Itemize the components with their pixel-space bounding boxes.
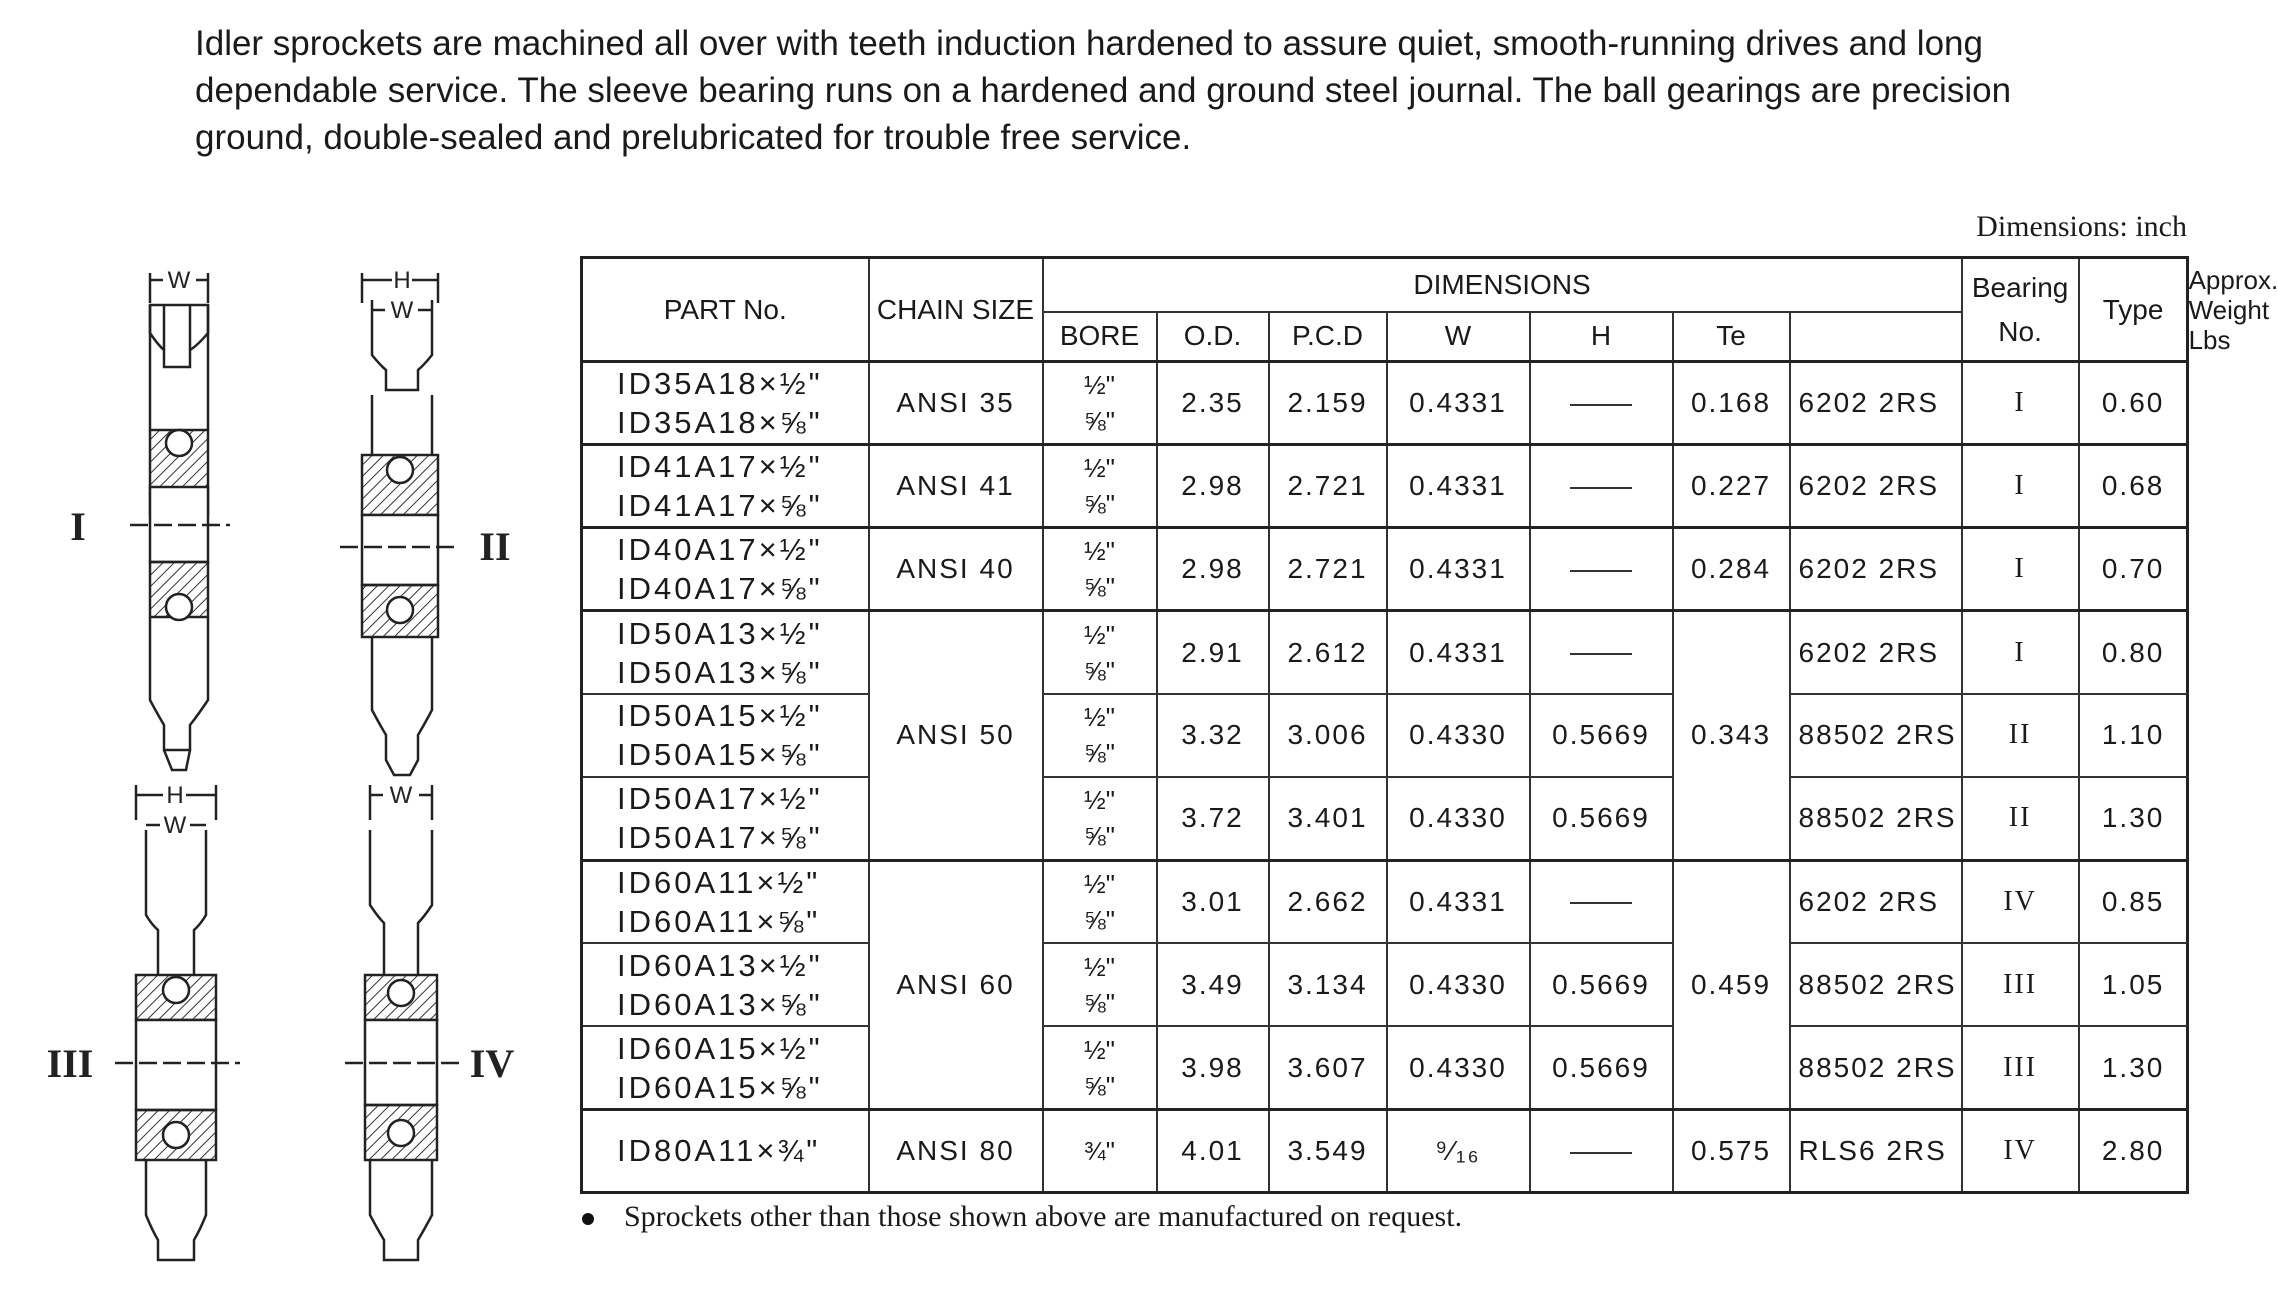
part-no-cell: ID80A11×¾" bbox=[582, 1109, 869, 1192]
table-row bbox=[582, 528, 2188, 611]
bearing-cell: 88502 2RS bbox=[1790, 1026, 1962, 1109]
od-cell: 2.91 bbox=[1157, 611, 1269, 694]
part-no-cell: ID35A18×½" ID35A18×⅝" bbox=[582, 362, 869, 445]
te-cell: 0.227 bbox=[1673, 445, 1790, 528]
type-cell: III bbox=[1962, 1026, 2079, 1109]
w-cell: 0.4330 bbox=[1387, 943, 1530, 1026]
w-cell: 0.4330 bbox=[1387, 1026, 1530, 1109]
chain-size-cell: ANSI 35 bbox=[869, 362, 1043, 445]
type-cell: I bbox=[1962, 445, 2079, 528]
bearing-cell: 6202 2RS bbox=[1790, 860, 1962, 943]
chain-size-cell: ANSI 40 bbox=[869, 528, 1043, 611]
type-cell: III bbox=[1962, 943, 2079, 1026]
type-4-w-label: W bbox=[389, 782, 413, 809]
weight-cell: 1.30 bbox=[2079, 1026, 2188, 1109]
w-cell: 0.4331 bbox=[1387, 528, 1530, 611]
header-dimensions: DIMENSIONS bbox=[1043, 258, 1962, 312]
od-cell: 4.01 bbox=[1157, 1109, 1269, 1192]
sprocket-type-diagrams bbox=[40, 255, 580, 1275]
type-cell: IV bbox=[1962, 1109, 2079, 1192]
pcd-cell: 3.607 bbox=[1269, 1026, 1387, 1109]
part-no-cell: ID41A17×½" ID41A17×⅝" bbox=[582, 445, 869, 528]
header-w: W bbox=[1387, 312, 1530, 362]
od-cell: 3.49 bbox=[1157, 943, 1269, 1026]
weight-cell: 0.68 bbox=[2079, 445, 2188, 528]
sprocket-type-1-drawing bbox=[130, 273, 230, 770]
weight-cell: 1.30 bbox=[2079, 777, 2188, 860]
type-1-w-label: W bbox=[167, 267, 191, 294]
sprocket-spec-table: PART No. CHAIN SIZE DIMENSIONS Bearing No. Type Approx. Weight Lbs BORE O.D. P.C.D W H Te ID35A18×½" ID35A18×⅝" ANSI 35 ½" ⅝" 2.35 2.159 0.4331 0.168 6202 2RS I 0.60 ID41A17×½" ID41A17×⅝" ANSI 41 ½" ⅝" 2.98 2.721 0.4331 0.227 6202 2RS I 0.68 ID40A17×½" ID40A17×⅝" ANSI 40 ½" ⅝" 2.98 2.721 0.4331 0.284 6202 2RS I 0.70 ID50A13×½" ID50A13×⅝" ANSI 50 ½" ⅝" 2.91 2.612 0.4331 0.343 6202 2RS I 0.80 ID50A15×½" ID50A15×⅝" ½" ⅝" 3.32 3.006 0.4330 0.5669 88502 2RS II 1.10 ID50A17×½" ID50A17×⅝" ½" ⅝" 3.72 3.401 0.4330 0.5669 88502 2RS II 1.30 ID60A11×½" ID60A11×⅝" ANSI 60 ½" ⅝" 3.01 2.662 0.4331 0.459 6202 2RS IV 0.85 ID60A13×½" ID60A13×⅝" ½" ⅝" 3.49 3.134 0.4330 0.5669 88502 2RS III 1.05 ID60A15×½" ID60A15×⅝" ½" ⅝" 3.98 3.607 0.4330 0.5669 88502 2RS III 1.30 ID80A11×¾" ANSI 80 ¾" 4.01 3.549 ⁹⁄₁₆ 0.575 RLS6 2RS IV 2.80 bbox=[580, 256, 2189, 1194]
od-cell: 3.32 bbox=[1157, 694, 1269, 777]
chain-size-cell: ANSI 41 bbox=[869, 445, 1043, 528]
w-cell: 0.4331 bbox=[1387, 362, 1530, 445]
h-cell bbox=[1530, 362, 1673, 445]
te-cell: 0.284 bbox=[1673, 528, 1790, 611]
header-te: Te bbox=[1673, 312, 1790, 362]
dash-icon bbox=[1570, 487, 1632, 489]
od-cell: 3.98 bbox=[1157, 1026, 1269, 1109]
dash-icon bbox=[1570, 1152, 1632, 1154]
type-2-w-label: W bbox=[390, 297, 414, 324]
type-cell: IV bbox=[1962, 860, 2079, 943]
od-cell: 3.72 bbox=[1157, 777, 1269, 860]
od-cell: 2.98 bbox=[1157, 445, 1269, 528]
type-cell: I bbox=[1962, 611, 2079, 694]
header-part-no: PART No. bbox=[582, 258, 869, 362]
sprocket-type-4-drawing bbox=[345, 785, 460, 1260]
od-cell: 3.01 bbox=[1157, 860, 1269, 943]
units-note: Dimensions: inch bbox=[1976, 210, 2187, 243]
w-cell: 0.4330 bbox=[1387, 777, 1530, 860]
h-cell bbox=[1530, 1109, 1673, 1192]
h-cell bbox=[1530, 860, 1673, 943]
weight-cell: 1.05 bbox=[2079, 943, 2188, 1026]
part-no-cell: ID50A13×½" ID50A13×⅝" bbox=[582, 611, 869, 694]
header-bearing-no: Bearing No. bbox=[1962, 258, 2079, 362]
sprocket-type-2-drawing bbox=[340, 273, 460, 775]
table-row bbox=[582, 943, 2188, 1026]
h-cell: 0.5669 bbox=[1530, 1026, 1673, 1109]
table-row bbox=[582, 445, 2188, 528]
part-no-cell: ID50A17×½" ID50A17×⅝" bbox=[582, 777, 869, 860]
te-cell: 0.459 bbox=[1673, 860, 1790, 1109]
bearing-cell: 88502 2RS bbox=[1790, 943, 1962, 1026]
weight-cell: 0.60 bbox=[2079, 362, 2188, 445]
weight-cell: 1.10 bbox=[2079, 694, 2188, 777]
pcd-cell: 2.159 bbox=[1269, 362, 1387, 445]
type-2-h-label: H bbox=[393, 267, 411, 294]
bearing-cell: 6202 2RS bbox=[1790, 362, 1962, 445]
part-no-cell: ID50A15×½" ID50A15×⅝" bbox=[582, 694, 869, 777]
h-cell bbox=[1530, 445, 1673, 528]
pcd-cell: 3.006 bbox=[1269, 694, 1387, 777]
bearing-cell: 88502 2RS bbox=[1790, 694, 1962, 777]
pcd-cell: 3.134 bbox=[1269, 943, 1387, 1026]
type-cell: II bbox=[1962, 777, 2079, 860]
chain-size-cell: ANSI 80 bbox=[869, 1109, 1043, 1192]
table-row bbox=[582, 1109, 2188, 1192]
type-cell: I bbox=[1962, 362, 2079, 445]
table-row bbox=[582, 611, 2188, 694]
header-bore: BORE bbox=[1043, 312, 1157, 362]
w-cell: ⁹⁄₁₆ bbox=[1387, 1109, 1530, 1192]
bore-cell: ½" ⅝" bbox=[1043, 362, 1157, 445]
table-row bbox=[582, 1026, 2188, 1109]
w-cell: 0.4331 bbox=[1387, 611, 1530, 694]
h-cell bbox=[1530, 528, 1673, 611]
type-3-label: III bbox=[46, 1041, 94, 1086]
pcd-cell: 2.612 bbox=[1269, 611, 1387, 694]
pcd-cell: 2.721 bbox=[1269, 445, 1387, 528]
bore-cell: ½" ⅝" bbox=[1043, 777, 1157, 860]
type-4-label: IV bbox=[469, 1041, 515, 1086]
header-chain-size: CHAIN SIZE bbox=[869, 258, 1043, 362]
bore-cell: ½" ⅝" bbox=[1043, 445, 1157, 528]
bearing-cell: 6202 2RS bbox=[1790, 611, 1962, 694]
pcd-cell: 3.401 bbox=[1269, 777, 1387, 860]
dash-icon bbox=[1570, 404, 1632, 406]
h-cell: 0.5669 bbox=[1530, 694, 1673, 777]
dash-icon bbox=[1570, 902, 1632, 904]
type-3-h-label: H bbox=[166, 782, 184, 809]
bullet-icon bbox=[582, 1213, 594, 1225]
header-type: Type bbox=[2079, 258, 2188, 362]
table-row bbox=[582, 860, 2188, 943]
bearing-cell: 6202 2RS bbox=[1790, 445, 1962, 528]
h-cell bbox=[1530, 611, 1673, 694]
te-cell: 0.168 bbox=[1673, 362, 1790, 445]
od-cell: 2.35 bbox=[1157, 362, 1269, 445]
h-cell: 0.5669 bbox=[1530, 943, 1673, 1026]
bore-cell: ¾" bbox=[1043, 1109, 1157, 1192]
weight-cell: 0.85 bbox=[2079, 860, 2188, 943]
table-row bbox=[582, 777, 2188, 860]
bore-cell: ½" ⅝" bbox=[1043, 528, 1157, 611]
bore-cell: ½" ⅝" bbox=[1043, 611, 1157, 694]
part-no-cell: ID60A11×½" ID60A11×⅝" bbox=[582, 860, 869, 943]
te-cell: 0.575 bbox=[1673, 1109, 1790, 1192]
table-row bbox=[582, 694, 2188, 777]
te-cell: 0.343 bbox=[1673, 611, 1790, 860]
footnote bbox=[582, 1200, 1462, 1234]
type-2-label: II bbox=[479, 524, 511, 569]
type-cell: I bbox=[1962, 528, 2079, 611]
type-1-label: I bbox=[70, 504, 86, 549]
bore-cell: ½" ⅝" bbox=[1043, 943, 1157, 1026]
header-h: H bbox=[1530, 312, 1673, 362]
weight-cell: 0.80 bbox=[2079, 611, 2188, 694]
header-pcd: P.C.D bbox=[1269, 312, 1387, 362]
bore-cell: ½" ⅝" bbox=[1043, 1026, 1157, 1109]
sprocket-type-3-drawing bbox=[115, 785, 240, 1260]
h-cell: 0.5669 bbox=[1530, 777, 1673, 860]
od-cell: 2.98 bbox=[1157, 528, 1269, 611]
pcd-cell: 2.662 bbox=[1269, 860, 1387, 943]
bore-cell: ½" ⅝" bbox=[1043, 694, 1157, 777]
type-3-w-label: W bbox=[163, 812, 187, 839]
w-cell: 0.4330 bbox=[1387, 694, 1530, 777]
pcd-cell: 3.549 bbox=[1269, 1109, 1387, 1192]
footnote-text: Sprockets other than those shown above are manufactured on request. bbox=[624, 1200, 1463, 1233]
bore-cell: ½" ⅝" bbox=[1043, 860, 1157, 943]
chain-size-cell: ANSI 60 bbox=[869, 860, 1043, 1109]
type-cell: II bbox=[1962, 694, 2079, 777]
part-no-cell: ID60A15×½" ID60A15×⅝" bbox=[582, 1026, 869, 1109]
weight-cell: 2.80 bbox=[2079, 1109, 2188, 1192]
bearing-cell: 88502 2RS bbox=[1790, 777, 1962, 860]
bearing-cell: RLS6 2RS bbox=[1790, 1109, 1962, 1192]
pcd-cell: 2.721 bbox=[1269, 528, 1387, 611]
bearing-cell: 6202 2RS bbox=[1790, 528, 1962, 611]
dash-icon bbox=[1570, 570, 1632, 572]
w-cell: 0.4331 bbox=[1387, 445, 1530, 528]
chain-size-cell: ANSI 50 bbox=[869, 611, 1043, 860]
dash-icon bbox=[1570, 653, 1632, 655]
header-od: O.D. bbox=[1157, 312, 1269, 362]
intro-paragraph: Idler sprockets are machined all over with teeth induction hardened to assure quiet, smooth-running drives and long dependable service. The sleeve bearing runs on a hardened and ground steel journal. The ball gearings are precision ground, double-sealed and prelubricated for trouble free service. bbox=[195, 24, 2012, 157]
part-no-cell: ID40A17×½" ID40A17×⅝" bbox=[582, 528, 869, 611]
part-no-cell: ID60A13×½" ID60A13×⅝" bbox=[582, 943, 869, 1026]
table-row bbox=[582, 362, 2188, 445]
w-cell: 0.4331 bbox=[1387, 860, 1530, 943]
weight-cell: 0.70 bbox=[2079, 528, 2188, 611]
